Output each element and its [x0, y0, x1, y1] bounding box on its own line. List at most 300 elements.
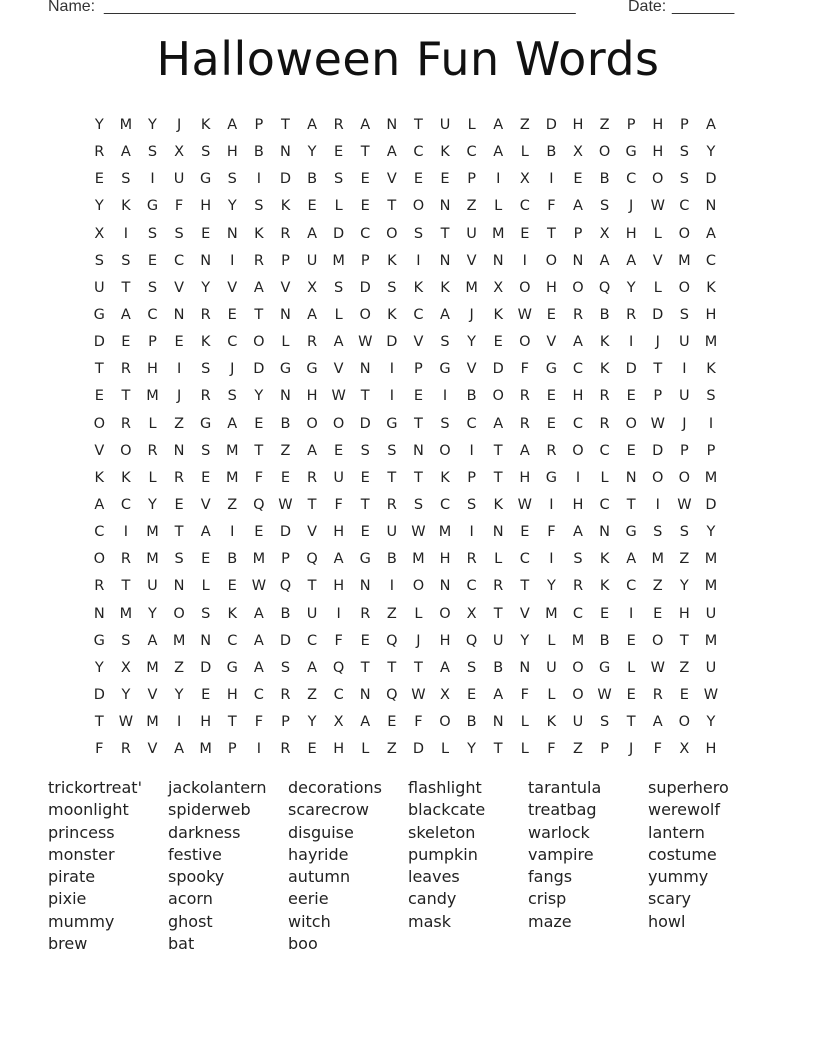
word-list-item: pumpkin [408, 844, 478, 864]
grid-letter: H [545, 279, 557, 296]
grid-letter: G [625, 524, 637, 541]
word-list-item: spooky [168, 867, 225, 887]
grid-letter: U [466, 225, 477, 242]
grid-letter: R [147, 442, 158, 459]
grid-letter: C [572, 415, 584, 432]
grid-letter: S [334, 171, 344, 188]
grid-letter: A [493, 144, 504, 161]
grid-letter: R [626, 306, 637, 323]
grid-letter: D [279, 524, 292, 541]
grid-letter: V [519, 605, 530, 622]
grid-letter: X [94, 225, 105, 242]
grid-letter: P [653, 388, 663, 405]
grid-letter: D [492, 361, 504, 378]
grid-letter: S [387, 279, 397, 296]
grid-letter: Y [94, 198, 104, 215]
grid-letter: T [387, 198, 397, 215]
grid-letter: E [413, 171, 423, 188]
grid-letter: H [572, 496, 584, 513]
grid-letter: T [121, 578, 131, 595]
grid-letter: W [331, 388, 346, 405]
grid-letter: G [200, 415, 212, 432]
grid-letter: O [572, 279, 584, 296]
grid-letter: B [599, 632, 610, 649]
grid-letter: A [705, 117, 716, 133]
grid-letter: F [254, 469, 264, 486]
grid-letter: D [333, 225, 345, 242]
grid-letter: N [280, 388, 291, 405]
grid-letter: F [174, 198, 184, 215]
grid-letter: V [307, 524, 317, 541]
grid-letter: F [547, 198, 556, 215]
grid-letter: H [678, 605, 690, 622]
grid-letter: P [706, 442, 716, 459]
grid-letter: D [279, 171, 292, 188]
grid-letter: E [413, 388, 423, 405]
grid-letter: E [360, 632, 370, 649]
word-search-grid [86, 112, 724, 763]
grid-letter: R [466, 551, 477, 568]
grid-letter: K [200, 334, 211, 351]
grid-letter: Z [227, 496, 238, 513]
grid-letter: A [652, 714, 663, 731]
grid-letter: M [465, 279, 478, 296]
grid-letter: V [546, 334, 557, 351]
grid-letter: Y [706, 714, 716, 731]
grid-letter: D [93, 334, 105, 351]
grid-letter: I [655, 496, 660, 513]
grid-letter: R [120, 551, 131, 568]
grid-letter: V [386, 171, 397, 188]
grid-letter: Y [546, 578, 556, 595]
grid-letter: M [571, 632, 585, 649]
grid-letter: A [440, 659, 450, 676]
grid-letter: C [466, 578, 477, 595]
grid-letter: W [650, 415, 665, 432]
word-list-item: scary [648, 889, 691, 909]
grid-letter: J [629, 198, 634, 215]
grid-letter: S [440, 334, 450, 351]
grid-letter: C [306, 632, 318, 649]
grid-letter: K [599, 334, 610, 351]
grid-letter: Z [280, 442, 291, 459]
grid-letter: C [599, 442, 610, 459]
grid-letter: A [200, 524, 211, 541]
grid-letter: E [121, 334, 131, 351]
grid-letter: Z [174, 659, 185, 676]
grid-letter: A [307, 442, 317, 459]
grid-letter: G [93, 632, 105, 649]
grid-letter: I [123, 524, 129, 541]
grid-letter: Y [148, 605, 157, 622]
word-list-item: witch [288, 911, 331, 931]
grid-letter: L [547, 686, 556, 703]
grid-letter: H [652, 144, 664, 161]
grid-letter: K [387, 252, 397, 269]
grid-letter: O [572, 686, 584, 703]
grid-letter: E [679, 686, 689, 703]
grid-letter: C [120, 496, 131, 513]
grid-letter: T [254, 306, 264, 323]
grid-letter: K [121, 198, 131, 215]
grid-letter: H [519, 469, 531, 486]
word-list-item: eerie [288, 889, 329, 909]
grid-letter: O [572, 659, 584, 676]
grid-letter: Y [706, 524, 716, 541]
page-title: Halloween Fun Words [156, 32, 660, 86]
grid-letter: T [413, 117, 423, 133]
grid-letter: E [360, 469, 370, 486]
grid-letter: X [599, 225, 610, 242]
word-list-item: mummy [48, 911, 115, 931]
grid-letter: O [519, 334, 531, 351]
grid-letter: V [147, 686, 158, 703]
grid-letter: H [572, 117, 584, 133]
grid-letter: O [412, 578, 425, 595]
grid-letter: A [573, 524, 583, 541]
grid-letter: W [411, 524, 426, 541]
grid-letter: S [201, 605, 211, 622]
grid-letter: E [174, 334, 184, 351]
grid-letter: V [147, 741, 158, 758]
grid-letter: A [626, 252, 637, 269]
grid-letter: N [625, 469, 637, 486]
grid-letter: I [682, 361, 687, 378]
grid-letter: X [333, 714, 344, 731]
grid-letter: E [546, 306, 556, 323]
grid-letter: L [281, 334, 290, 351]
grid-letter: P [414, 361, 423, 378]
grid-letter: Y [227, 198, 237, 215]
grid-letter: Q [332, 659, 345, 676]
grid-letter: B [466, 388, 477, 405]
grid-letter: D [705, 171, 717, 188]
word-list-item: spiderweb [168, 800, 251, 820]
grid-letter: P [679, 117, 689, 133]
grid-letter: I [230, 524, 235, 541]
word-list-item: flashlight [408, 778, 482, 797]
grid-letter: T [520, 578, 530, 595]
grid-letter: S [599, 714, 610, 731]
grid-letter: O [625, 415, 637, 432]
grid-letter: N [173, 442, 185, 459]
grid-letter: E [546, 415, 556, 432]
grid-letter: R [307, 334, 318, 351]
grid-letter: E [546, 388, 556, 405]
grid-letter: O [519, 279, 531, 296]
grid-letter: U [306, 605, 318, 622]
grid-letter: T [281, 117, 290, 133]
grid-letter: A [227, 415, 238, 432]
grid-letter: S [147, 225, 158, 242]
grid-letter: O [93, 551, 105, 568]
grid-letter: U [492, 632, 504, 649]
grid-letter: M [146, 659, 159, 676]
grid-letter: Z [466, 198, 477, 215]
grid-letter: L [334, 198, 343, 215]
word-list [48, 778, 768, 956]
grid-letter: T [626, 714, 636, 731]
grid-letter: O [386, 225, 398, 242]
grid-letter: C [599, 496, 610, 513]
grid-letter: H [705, 741, 717, 758]
grid-letter: E [334, 442, 344, 459]
grid-letter: J [230, 361, 235, 378]
grid-letter: N [439, 198, 451, 215]
grid-letter: L [520, 714, 529, 731]
grid-letter: M [651, 551, 665, 568]
grid-letter: M [332, 252, 345, 269]
grid-letter: K [706, 279, 716, 296]
grid-letter: Q [598, 279, 611, 296]
grid-letter: I [176, 714, 182, 731]
grid-letter: R [519, 388, 530, 405]
grid-letter: Y [254, 388, 264, 405]
grid-letter: A [120, 144, 131, 161]
grid-letter: M [226, 442, 239, 459]
grid-letter: I [549, 496, 554, 513]
grid-letter: I [469, 442, 474, 459]
grid-letter: R [572, 578, 584, 595]
grid-letter: U [705, 605, 717, 622]
grid-letter: J [629, 741, 634, 758]
word-list-item: crisp [528, 889, 567, 909]
grid-letter: O [120, 442, 132, 459]
grid-letter: W [278, 496, 293, 513]
grid-letter: I [708, 415, 714, 432]
word-list-item: mask [408, 911, 451, 931]
grid-letter: R [120, 361, 131, 378]
grid-letter: X [307, 279, 318, 296]
grid-letter: L [600, 469, 609, 486]
grid-letter: E [94, 171, 104, 188]
grid-letter: R [386, 496, 397, 513]
grid-letter: S [679, 306, 689, 323]
grid-letter: W [677, 496, 692, 513]
grid-letter: U [333, 469, 344, 486]
grid-letter: O [678, 714, 691, 731]
grid-letter: K [599, 578, 610, 595]
grid-letter: W [517, 496, 532, 513]
grid-letter: V [333, 361, 344, 378]
grid-letter: X [519, 171, 530, 188]
grid-letter: C [174, 252, 185, 269]
grid-letter: T [360, 144, 370, 161]
grid-letter: U [93, 279, 105, 296]
grid-letter: B [466, 714, 477, 731]
grid-letter: G [279, 361, 292, 378]
grid-letter: Z [519, 117, 530, 133]
grid-letter: A [307, 117, 317, 133]
grid-letter: N [439, 252, 451, 269]
grid-letter: H [705, 306, 717, 323]
grid-letter: E [201, 225, 211, 242]
word-list-item: vampire [528, 844, 594, 864]
grid-letter: S [201, 442, 211, 459]
grid-letter: T [546, 225, 556, 242]
grid-letter: K [599, 361, 610, 378]
grid-letter: A [386, 144, 397, 161]
grid-letter: O [412, 198, 425, 215]
grid-letter: X [120, 659, 131, 676]
grid-letter: V [466, 361, 477, 378]
grid-letter: F [334, 496, 343, 513]
grid-letter: H [625, 225, 637, 242]
grid-letter: O [545, 252, 558, 269]
grid-letter: H [652, 117, 664, 133]
grid-letter: H [306, 388, 318, 405]
grid-letter: B [307, 171, 318, 188]
grid-letter: N [200, 252, 212, 269]
grid-letter: K [706, 361, 716, 378]
word-list-item: costume [648, 844, 717, 864]
grid-letter: W [358, 334, 373, 351]
grid-letter: E [227, 306, 237, 323]
grid-letter: G [545, 469, 558, 486]
grid-letter: C [439, 496, 451, 513]
grid-letter: J [416, 632, 421, 649]
grid-letter: S [280, 659, 291, 676]
grid-letter: O [652, 469, 664, 486]
grid-letter: A [493, 117, 504, 133]
grid-letter: N [492, 252, 504, 269]
word-list-item: bat [168, 934, 195, 954]
grid-letter: Y [626, 279, 636, 296]
grid-letter: G [146, 198, 159, 215]
grid-letter: T [493, 605, 503, 622]
grid-letter: A [493, 686, 504, 703]
header-line [48, 0, 748, 20]
grid-letter: X [493, 279, 504, 296]
grid-letter: L [440, 741, 450, 758]
grid-letter: O [678, 469, 691, 486]
grid-letter: O [572, 442, 584, 459]
grid-letter: E [626, 686, 636, 703]
grid-letter: E [653, 605, 663, 622]
word-list-item: warlock [528, 822, 590, 842]
grid-letter: M [704, 578, 718, 595]
grid-letter: H [226, 686, 238, 703]
grid-letter: M [704, 632, 718, 649]
grid-letter: U [173, 171, 185, 188]
grid-letter: S [254, 198, 264, 215]
grid-letter: C [413, 144, 424, 161]
word-list-item: pirate [48, 867, 96, 887]
grid-letter: P [227, 741, 237, 758]
grid-letter: T [413, 659, 423, 676]
grid-letter: A [360, 117, 371, 133]
grid-letter: M [199, 741, 212, 758]
grid-letter: N [705, 198, 717, 215]
grid-letter: T [360, 496, 370, 513]
grid-letter: H [439, 551, 451, 568]
grid-letter: B [253, 144, 264, 161]
grid-letter: D [359, 279, 371, 296]
grid-letter: N [439, 578, 451, 595]
grid-letter: C [360, 225, 371, 242]
grid-letter: H [333, 578, 345, 595]
grid-letter: G [359, 551, 371, 568]
date-label: Date: [628, 0, 667, 15]
grid-letter: S [201, 361, 211, 378]
grid-letter: T [94, 714, 104, 731]
word-list-item: trickortreat' [48, 778, 142, 797]
grid-letter: E [201, 469, 211, 486]
grid-letter: Y [467, 334, 477, 351]
grid-letter: N [226, 225, 238, 242]
grid-letter: E [520, 225, 530, 242]
grid-letter: B [493, 659, 504, 676]
grid-letter: R [519, 415, 530, 432]
grid-letter: K [94, 469, 105, 486]
grid-letter: R [307, 469, 318, 486]
word-list-item: lantern [648, 822, 705, 842]
word-list-item: autumn [288, 867, 351, 887]
grid-letter: S [573, 551, 583, 568]
grid-letter: H [226, 144, 238, 161]
grid-letter: U [705, 659, 717, 676]
grid-letter: N [280, 144, 291, 161]
grid-letter: G [439, 361, 451, 378]
grid-letter: O [439, 605, 451, 622]
word-list-item: skeleton [408, 822, 476, 842]
grid-letter: B [599, 306, 610, 323]
grid-letter: M [119, 605, 133, 622]
word-list-item: darkness [168, 822, 241, 842]
grid-letter: Y [467, 741, 477, 758]
grid-letter: T [227, 714, 237, 731]
grid-letter: D [200, 659, 212, 676]
grid-letter: E [493, 334, 503, 351]
grid-letter: K [546, 714, 557, 731]
grid-letter: H [333, 524, 345, 541]
grid-letter: E [626, 388, 636, 405]
grid-letter: T [121, 279, 131, 296]
grid-letter: N [519, 659, 531, 676]
grid-letter: T [493, 741, 503, 758]
word-list-item: pixie [48, 889, 87, 909]
grid-letter: W [650, 198, 665, 215]
grid-letter: M [146, 388, 159, 405]
grid-letter: Q [306, 551, 318, 568]
grid-letter: W [650, 659, 665, 676]
grid-letter: R [599, 388, 610, 405]
grid-letter: A [120, 306, 131, 323]
grid-letter: H [439, 632, 451, 649]
grid-letter: O [492, 388, 504, 405]
grid-letter: E [467, 686, 477, 703]
grid-letter: Y [679, 578, 689, 595]
grid-letter: G [200, 171, 212, 188]
grid-letter: Z [599, 117, 610, 133]
grid-letter: C [705, 252, 717, 269]
grid-letter: I [629, 334, 634, 351]
grid-letter: F [414, 714, 423, 731]
grid-letter: H [572, 388, 584, 405]
grid-letter: Q [386, 632, 398, 649]
grid-letter: I [549, 171, 554, 188]
grid-letter: O [253, 334, 265, 351]
grid-letter: E [174, 496, 184, 513]
grid-letter: K [493, 306, 503, 323]
grid-letter: E [147, 252, 158, 269]
grid-letter: M [226, 469, 239, 486]
name-label: Name: [48, 0, 96, 15]
grid-letter: P [281, 252, 290, 269]
grid-letter: F [547, 524, 556, 541]
grid-letter: T [360, 659, 370, 676]
grid-letter: K [387, 306, 397, 323]
